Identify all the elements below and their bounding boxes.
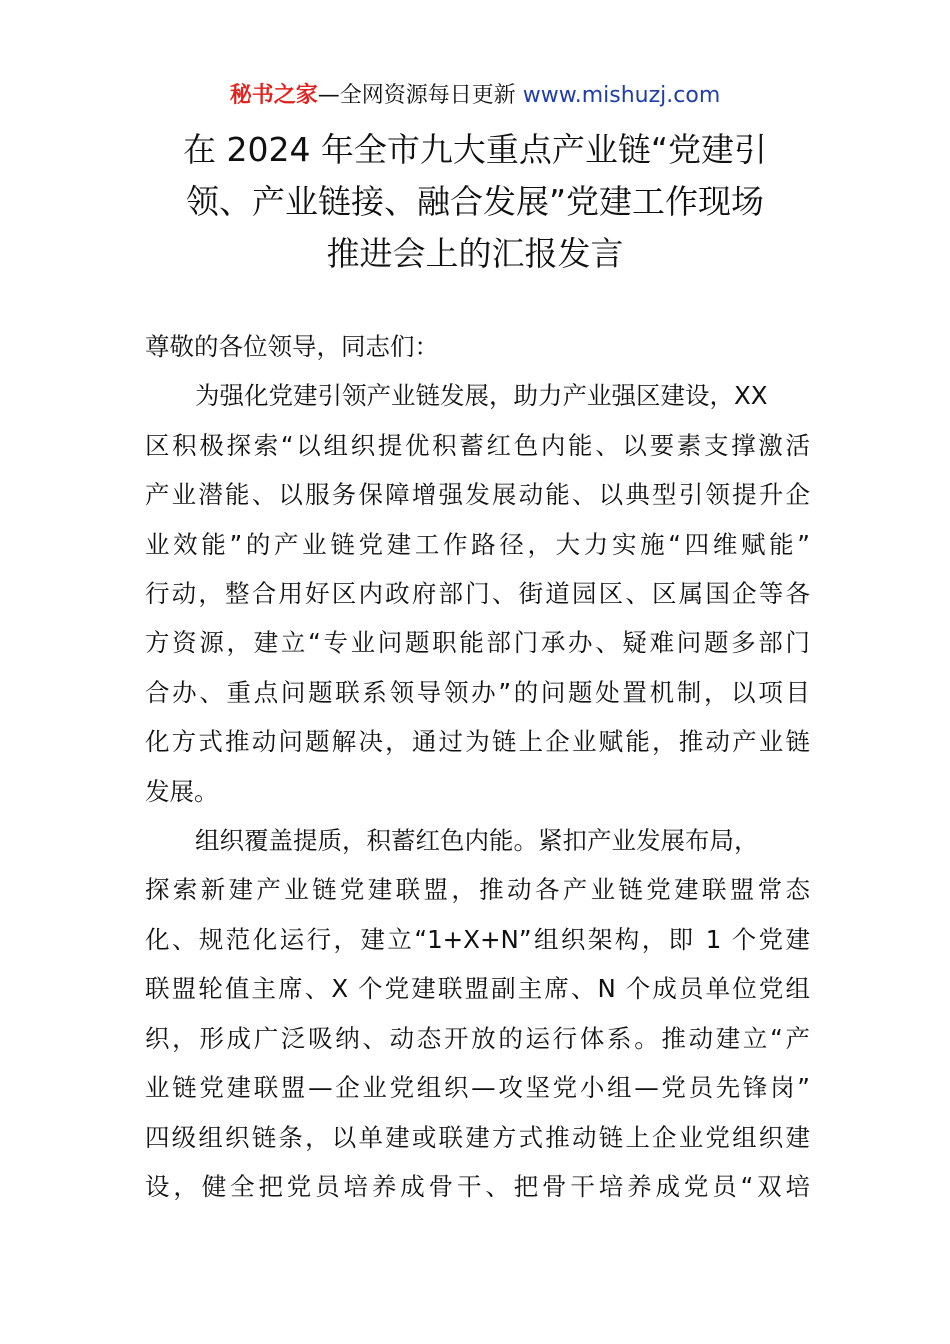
- paragraph-1: [145, 371, 810, 816]
- site-url-link[interactable]: www.mishuzj.com: [522, 83, 721, 108]
- paragraph-line: 设，健全把党员培养成骨干、把骨干培养成党员“双培: [145, 1171, 810, 1201]
- paragraph-2: [145, 816, 810, 1211]
- paragraph-line: 组织覆盖提质，积蓄红色内能。紧扣产业发展布局，: [195, 826, 759, 856]
- site-slogan: —全网资源每日更新: [317, 83, 516, 108]
- site-header: [0, 80, 950, 112]
- paragraph-line: 行动，整合用好区内政府部门、街道园区、区属国企等各: [145, 579, 810, 609]
- paragraph-line: 区积极探索“以组织提优积蓄红色内能、以要素支撑激活: [145, 430, 810, 460]
- paragraph-line: 联盟轮值主席、X 个党建联盟副主席、N 个成员单位党组: [145, 974, 810, 1004]
- paragraph-line: 探索新建产业链党建联盟，推动各产业链党建联盟常态: [145, 875, 810, 905]
- paragraph-line: 为强化党建引领产业链发展，助力产业强区建设，XX: [195, 381, 768, 411]
- paragraph-line: 业链党建联盟—企业党组织—攻坚党小组—党员先锋岗”: [145, 1073, 810, 1103]
- paragraph-line: 合办、重点问题联系领导领办”的问题处置机制，以项目: [145, 677, 810, 707]
- paragraph-line: 产业潜能、以服务保障增强发展动能、以典型引领提升企: [145, 480, 810, 510]
- paragraph-line: 发展。: [145, 776, 219, 806]
- paragraph-line: 化、规范化运行，建立“1+X+N”组织架构，即 1 个党建: [145, 924, 810, 954]
- document-title: [130, 124, 820, 280]
- title-line: 领、产业链接、融合发展”党建工作现场: [185, 182, 765, 221]
- paragraph-line: 四级组织链条，以单建或联建方式推动链上企业党组织建: [145, 1122, 810, 1152]
- paragraph-line: 化方式推动问题解决，通过为链上企业赋能，推动产业链: [145, 727, 810, 757]
- document-body: [145, 322, 810, 1211]
- site-brand: 秘书之家: [229, 83, 318, 108]
- paragraph-line: 织，形成广泛吸纳、动态开放的运行体系。推动建立“产: [145, 1023, 810, 1053]
- title-line: 在 2024 年全市九大重点产业链“党建引: [182, 130, 768, 169]
- salutation: 尊敬的各位领导，同志们：: [145, 332, 439, 361]
- paragraph-line: 方资源，建立“专业问题职能部门承办、疑难问题多部门: [145, 628, 810, 658]
- paragraph-line: 业效能”的产业链党建工作路径，大力实施“四维赋能”: [145, 529, 810, 559]
- title-line: 推进会上的汇报发言: [326, 234, 624, 273]
